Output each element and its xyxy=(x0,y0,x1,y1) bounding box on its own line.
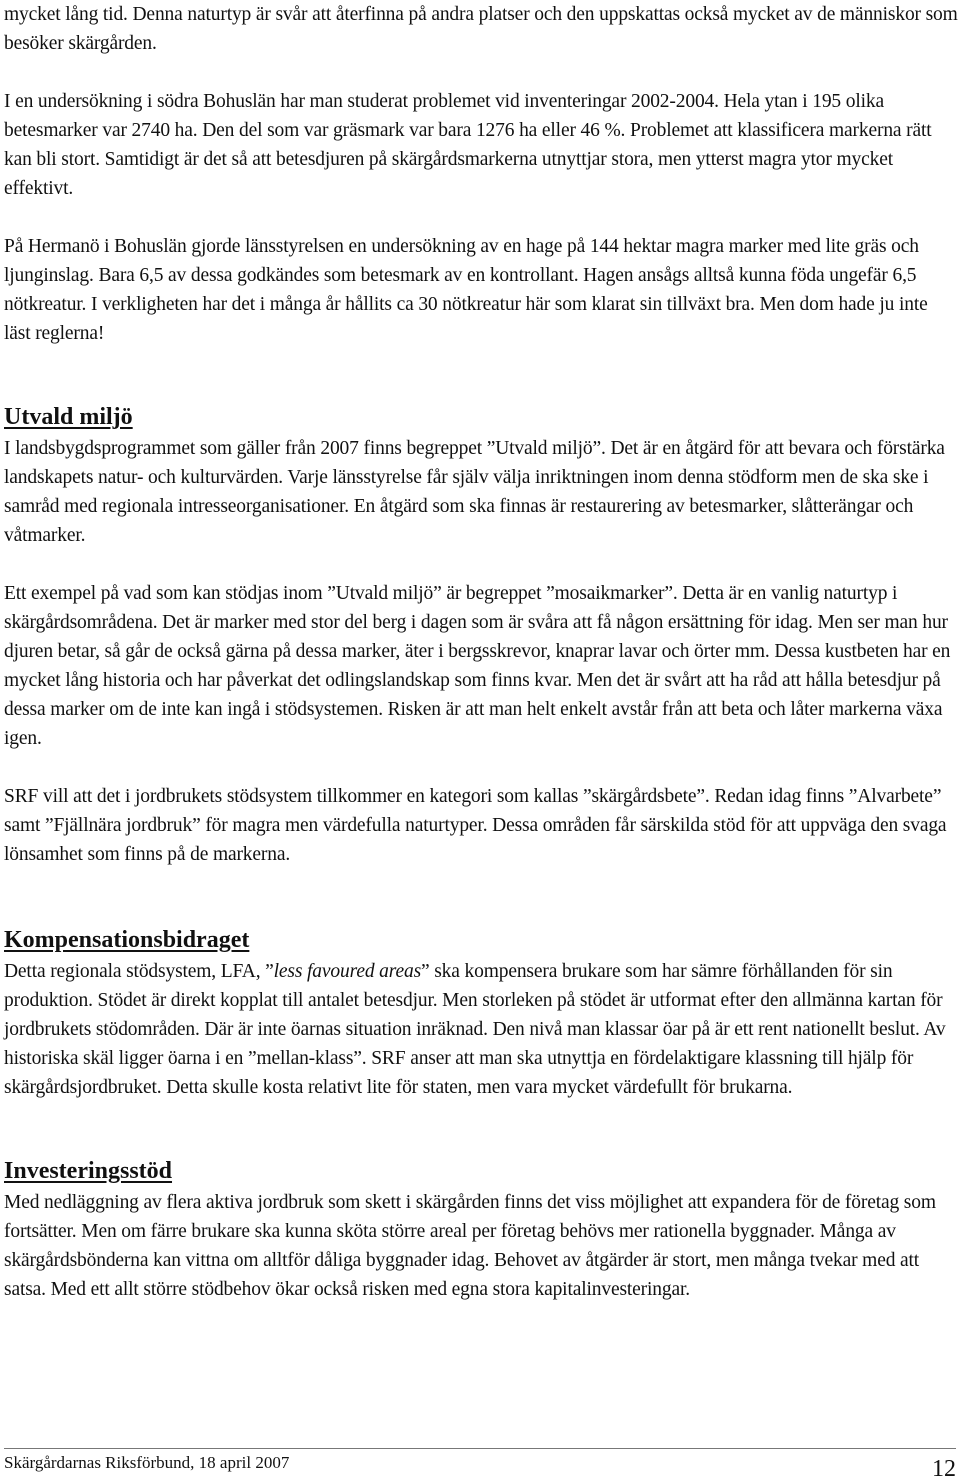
kompensation-text-b: ” ska kompensera brukare som har sämre förhållanden för sin produktion. Stödet är direkt kopplat till antalet betesdjur. Men storleken på stödet är utformat efter den allmänna kartan för jordbrukets stödområden. Där är inte öarnas situation inräknad. Den nivå man klassar öar på är ett rent nationellt beslut. Av historiska skäl ligger öarna i en ”mellan-klass”. SRF anser att man ska utnyttja en fördelaktigare klassning till hjälp för skärgårdsjordbruket. Detta skulle kosta relativt lite för staten, men vara mycket värdefullt för brukarna. xyxy=(4,961,946,1098)
kompensation-text-a: Detta regionala stödsystem, LFA, ” xyxy=(4,961,274,982)
heading-utvald-miljo: Utvald miljö xyxy=(4,404,133,430)
heading-kompensationsbidraget: Kompensationsbidraget xyxy=(4,927,250,953)
utvald-paragraph-3: SRF vill att det i jordbrukets stödsystem tillkommer en kategori som kallas ”skärgårdsbete”. Redan idag finns ”Alvarbete” samt ”Fjällnära jordbruk” för magra men värdefulla naturtyper. Dessa områden får särskilda stöd för att uppväga den svaga lönsamhet som finns på de markerna. xyxy=(4,786,947,865)
heading-investeringsstod: Investeringsstöd xyxy=(4,1158,173,1184)
lfa-term: less favoured areas xyxy=(273,961,422,982)
page-footer xyxy=(4,1448,956,1483)
kompensation-paragraph xyxy=(4,957,958,1102)
utvald-paragraph-2: Ett exempel på vad som kan stödjas inom ”Utvald miljö” är begreppet ”mosaikmarker”. Detta är en vanlig naturtyp i skärgårdsområdena. Det är marker med stor del berg i dagen som är svåra att få någon ersättning för idag. Men ser man hur djuren betar, så går de också gärna på dessa marker, äter i bergsskrevor, knaprar lavar och örter mm. Dessa kustbeten har en mycket lång historia och har påverkat det odlingslandskap som finns kvar. Men det är svårt att ha råd att hålla betesdjur på dessa marker om de inte kan ingå i stödsystemen. Risken är att man helt enkelt avstår från att beta och låter markerna växa igen. xyxy=(4,583,951,749)
document-page xyxy=(4,0,958,1304)
intro-paragraph: mycket lång tid. Denna naturtyp är svår att återfinna på andra platser och den uppskattas också mycket av de människor som besöker skärgården. xyxy=(4,4,958,54)
utvald-paragraph-1: I landsbygdsprogrammet som gäller från 2007 finns begreppet ”Utvald miljö”. Det är en åtgärd för att bevara och förstärka landskapets natur- och kulturvärden. Varje länsstyrelse får själv välja inriktningen inom denna stödform men de ska ske i samråd med regionala intresseorganisationer. En åtgärd som ska finnas är restaurering av betesmarker, slåtterängar och våtmarker. xyxy=(4,438,945,546)
page-number: 12 xyxy=(932,1456,956,1482)
investering-paragraph: Med nedläggning av flera aktiva jordbruk som skett i skärgården finns det viss möjlighet att expandera för de företag som fortsätter. Men om färre brukare ska kunna sköta större areal per företag behövs mer rationella byggnader. Många av skärgårdsbönderna kan vittna om alltför dåliga byggnader idag. Behovet av åtgärder är stort, men många tvekar med att satsa. Med ett allt större stödbehov ökar också risken med egna stora kapitalinvesteringar. xyxy=(4,1192,936,1300)
hermano-paragraph: På Hermanö i Bohuslän gjorde länsstyrelsen en undersökning av en hage på 144 hektar magra marker med lite gräs och ljunginslag. Bara 6,5 av dessa godkändes som betesmark av en kontrollant. Hagen ansågs alltså kunna föda ungefär 6,5 nötkreatur. I verkligheten har det i många år hållits ca 30 nötkreatur här som klarat sin tillväxt bra. Men dom hade ju inte läst reglerna! xyxy=(4,236,928,344)
bohuslan-paragraph: I en undersökning i södra Bohuslän har man studerat problemet vid inventeringar 2002-2004. Hela ytan i 195 olika betesmarker var 2740 ha. Den del som var gräsmark var bara 1276 ha eller 46 %. Problemet att klassificera markerna rätt kan bli stort. Samtidigt är det så att betesdjuren på skärgårdsmarkerna utnyttjar stora, men ytterst magra ytor mycket effektivt. xyxy=(4,91,932,199)
footer-text: Skärgårdarnas Riksförbund, 18 april 2007 xyxy=(4,1453,290,1472)
